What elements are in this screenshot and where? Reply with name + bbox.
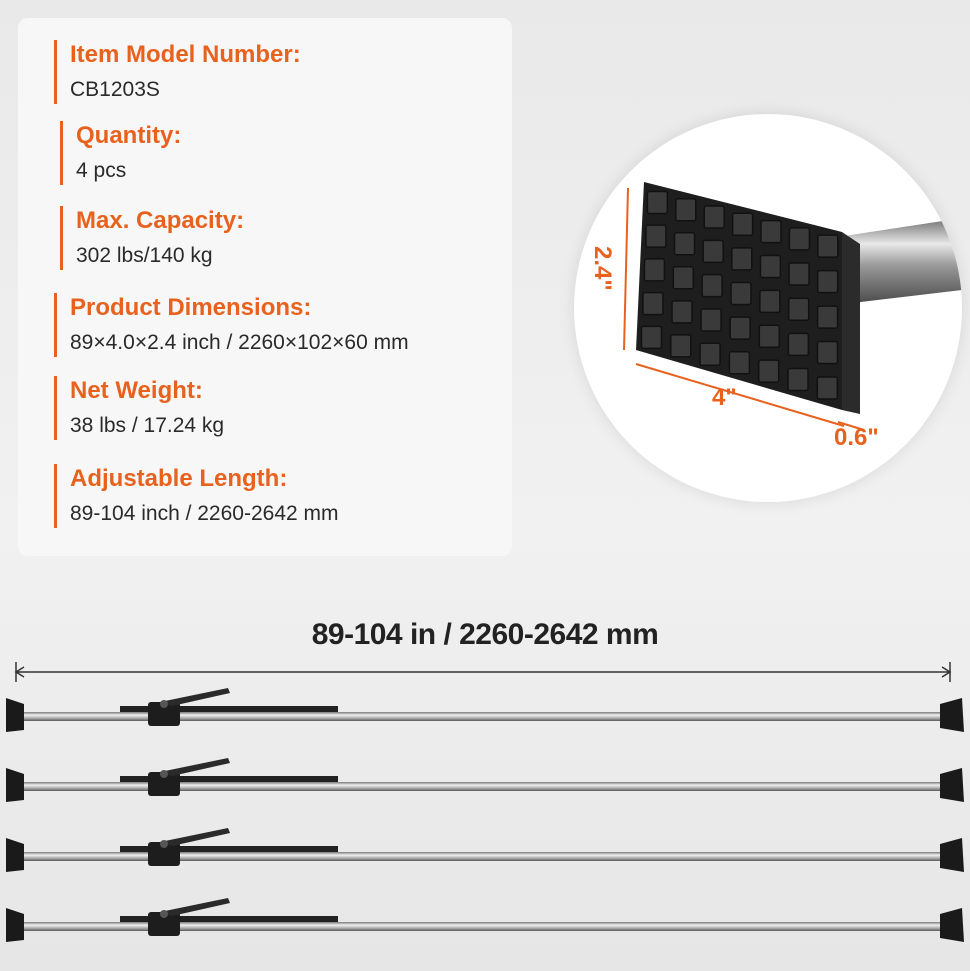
cargo-bars-illustration	[0, 650, 970, 950]
pad-stud	[672, 301, 692, 323]
length-dimension-label: 89-104 in / 2260-2642 mm	[311, 618, 659, 651]
accent-bar	[60, 121, 63, 185]
width-label: 4"	[712, 384, 737, 411]
left-end-pad	[6, 698, 24, 732]
ratchet-pivot	[160, 910, 168, 918]
ratchet-handle	[160, 758, 230, 776]
spec-value: 302 lbs/140 kg	[76, 244, 213, 267]
pad-stud	[732, 248, 752, 270]
accent-bar	[54, 376, 57, 440]
right-end-pad	[940, 698, 964, 732]
pad-stud	[759, 360, 779, 382]
cargo-bar	[6, 898, 964, 942]
spec-quantity	[60, 121, 181, 185]
pad-stud	[646, 225, 666, 247]
spec-value: 89×4.0×2.4 inch / 2260×102×60 mm	[70, 331, 409, 354]
cargo-bar	[6, 828, 964, 872]
pad-stud	[700, 343, 720, 365]
right-end-pad	[940, 768, 964, 802]
left-end-pad	[6, 908, 24, 942]
pad-stud	[818, 235, 838, 257]
pad-stud	[817, 342, 837, 364]
accent-bar	[60, 206, 63, 270]
pad-stud	[733, 213, 753, 235]
pad-stud	[671, 335, 691, 357]
pad-stud	[647, 191, 667, 213]
left-end-pad	[6, 768, 24, 802]
pad-stud	[644, 259, 664, 281]
pad-stud	[789, 228, 809, 250]
pad-stud	[789, 298, 809, 320]
ratchet-pivot	[160, 840, 168, 848]
spec-value: CB1203S	[70, 78, 160, 101]
pad-stud	[673, 267, 693, 289]
pad-side	[842, 232, 860, 414]
pad-stud	[729, 352, 749, 374]
accent-bar	[54, 40, 57, 104]
pad-stud	[760, 255, 780, 277]
ratchet-handle	[160, 828, 230, 846]
accent-bar	[54, 293, 57, 357]
spec-label: Item Model Number:	[70, 41, 301, 68]
right-end-pad	[940, 838, 964, 872]
pad-stud	[675, 233, 695, 255]
thickness-label: 0.6"	[834, 424, 879, 451]
spec-adjustable-length	[54, 464, 339, 528]
end-pad-illustration	[574, 114, 962, 502]
height-label: 2.4"	[589, 246, 616, 291]
spec-value: 89-104 inch / 2260-2642 mm	[70, 502, 339, 525]
pad-stud	[760, 290, 780, 312]
spec-card	[18, 18, 512, 556]
pad-stud	[641, 326, 661, 348]
spec-model-number	[54, 40, 301, 104]
spec-value: 38 lbs / 17.24 kg	[70, 414, 225, 437]
length-dimension-arrow	[16, 662, 950, 682]
pad-stud	[676, 199, 696, 221]
height-dimension-line	[624, 188, 628, 350]
pad-stud	[788, 333, 808, 355]
pad-stud	[761, 221, 781, 243]
spec-label: Quantity:	[76, 122, 182, 149]
pad-stud	[818, 306, 838, 328]
pad-stud	[701, 309, 721, 331]
pad-stud	[643, 293, 663, 315]
cargo-bar	[6, 758, 964, 802]
right-end-pad	[940, 908, 964, 942]
ratchet-pivot	[160, 700, 168, 708]
pad-stud	[818, 271, 838, 293]
end-pad-detail	[574, 114, 962, 502]
spec-label: Adjustable Length:	[70, 465, 288, 492]
pad-stud	[703, 240, 723, 262]
spec-max-capacity	[60, 206, 244, 270]
pad-stud	[731, 283, 751, 305]
spec-dimensions	[54, 293, 409, 357]
tube	[844, 218, 962, 304]
pad-stud	[817, 377, 837, 399]
pad-stud	[704, 206, 724, 228]
pad-stud	[789, 263, 809, 285]
pad-stud	[702, 275, 722, 297]
spec-label: Product Dimensions:	[70, 294, 312, 321]
spec-value: 4 pcs	[76, 159, 127, 182]
accent-bar	[54, 464, 57, 528]
left-end-pad	[6, 838, 24, 872]
cargo-bar	[6, 688, 964, 732]
ratchet-pivot	[160, 770, 168, 778]
pad-stud	[730, 317, 750, 339]
ratchet-handle	[160, 898, 230, 916]
pad-stud	[759, 325, 779, 347]
spec-label: Net Weight:	[70, 377, 203, 404]
pad-stud	[788, 369, 808, 391]
spec-label: Max. Capacity:	[76, 207, 245, 234]
spec-net-weight	[54, 376, 224, 440]
ratchet-handle	[160, 688, 230, 706]
